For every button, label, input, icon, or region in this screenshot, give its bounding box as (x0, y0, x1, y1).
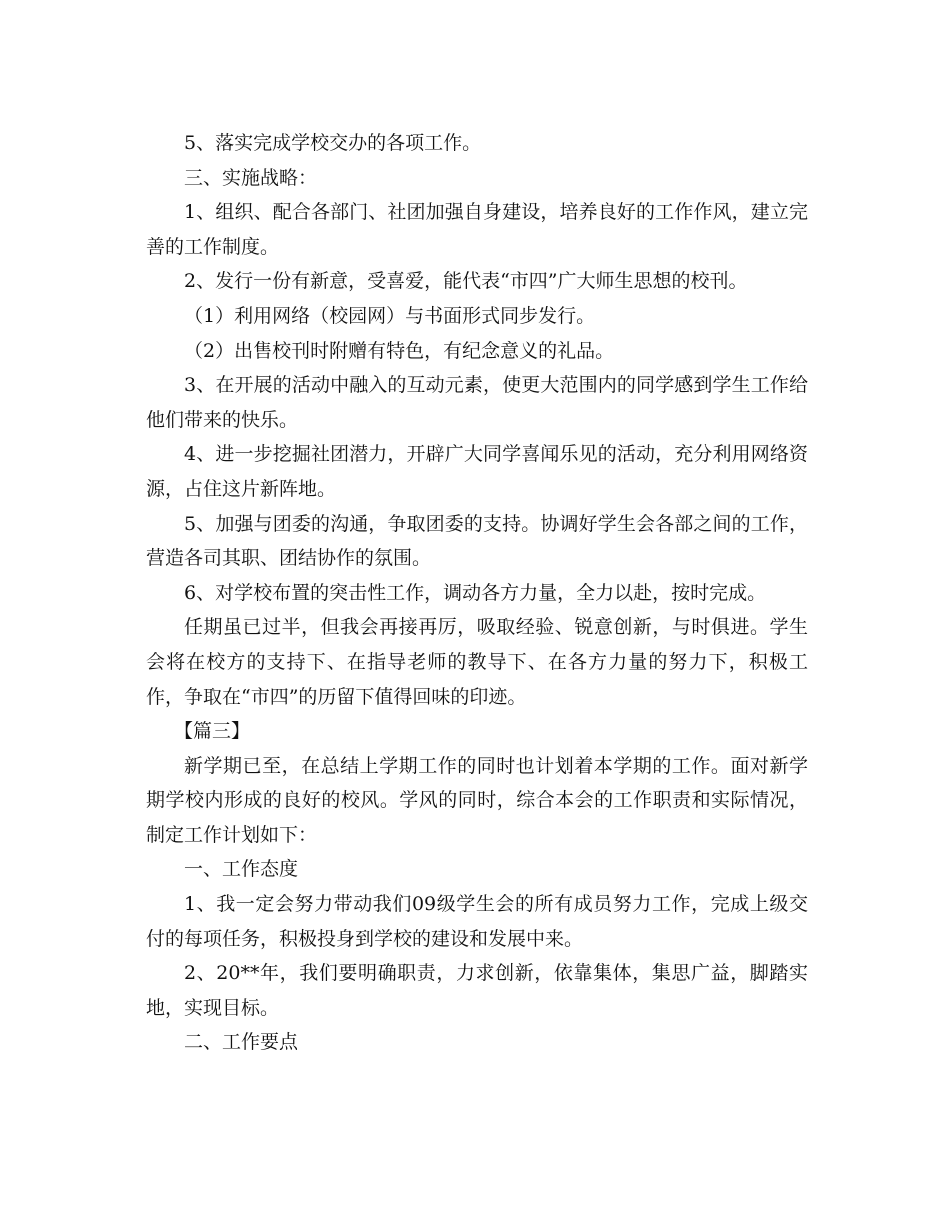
section-heading-strategy: 三、实施战略： (184, 166, 318, 189)
paragraph-strategy-2: 2、发行一份有新意，受喜爱，能代表“市四”广大师生思想的校刊。 (184, 270, 748, 293)
paragraph-sub-1: （1）利用网络（校园网）与书面形式同步发行。 (184, 304, 596, 327)
paragraph-strategy-3: 3、在开展的活动中融入的互动元素，使更大范围内的同学感到学生工作给他们带来的快乐。 (146, 374, 808, 431)
paragraph-attitude-2: 2、20**年，我们要明确职责，力求创新，依靠集体，集思广益，脚踏实地，实现目标。 (146, 962, 808, 1019)
paragraph-strategy-6: 6、对学校布置的突击性工作，调动各方力量，全力以赴，按时完成。 (184, 581, 767, 604)
paragraph-strategy-4: 4、进一步挖掘社团潜力，开辟广大同学喜闻乐见的活动，充分利用网络资源，占住这片新阵地。 (146, 443, 808, 500)
section-heading-key-points: 二、工作要点 (184, 1031, 299, 1054)
paragraph-strategy-1: 1、组织、配合各部门、社团加强自身建设，培养良好的工作作风，建立完善的工作制度。 (146, 201, 808, 258)
paragraph-strategy-5: 5、加强与团委的沟通，争取团委的支持。协调好学生会各部之间的工作，营造各司其职、团结协作的氛围。 (146, 512, 808, 570)
section-title-part-three: 【篇三】 (174, 720, 251, 743)
paragraph-sub-2: （2）出售校刊时附赠有特色，有纪念意义的礼品。 (184, 339, 615, 362)
section-heading-attitude: 一、工作态度 (184, 858, 299, 881)
paragraph-item-5: 5、落实完成学校交办的各项工作。 (184, 132, 482, 154)
paragraph-attitude-1: 1、我一定会努力带动我们09级学生会的所有成员努力工作，完成上级交付的每项任务，积极投身到学校的建设和发展中来。 (146, 893, 808, 950)
document-body (146, 126, 808, 1060)
paragraph-closing: 任期虽已过半，但我会再接再厉，吸取经验、锐意创新，与时俱进。学生会将在校方的支持下、在指导老师的教导下、在各方力量的努力下，积极工作，争取在“市四”的历留下值得回味的印迹。 (146, 616, 808, 708)
paragraph-intro: 新学期已至，在总结上学期工作的同时也计划着本学期的工作。面对新学期学校内形成的良好的校风。学风的同时，综合本会的工作职责和实际情况，制定工作计划如下： (146, 754, 808, 846)
